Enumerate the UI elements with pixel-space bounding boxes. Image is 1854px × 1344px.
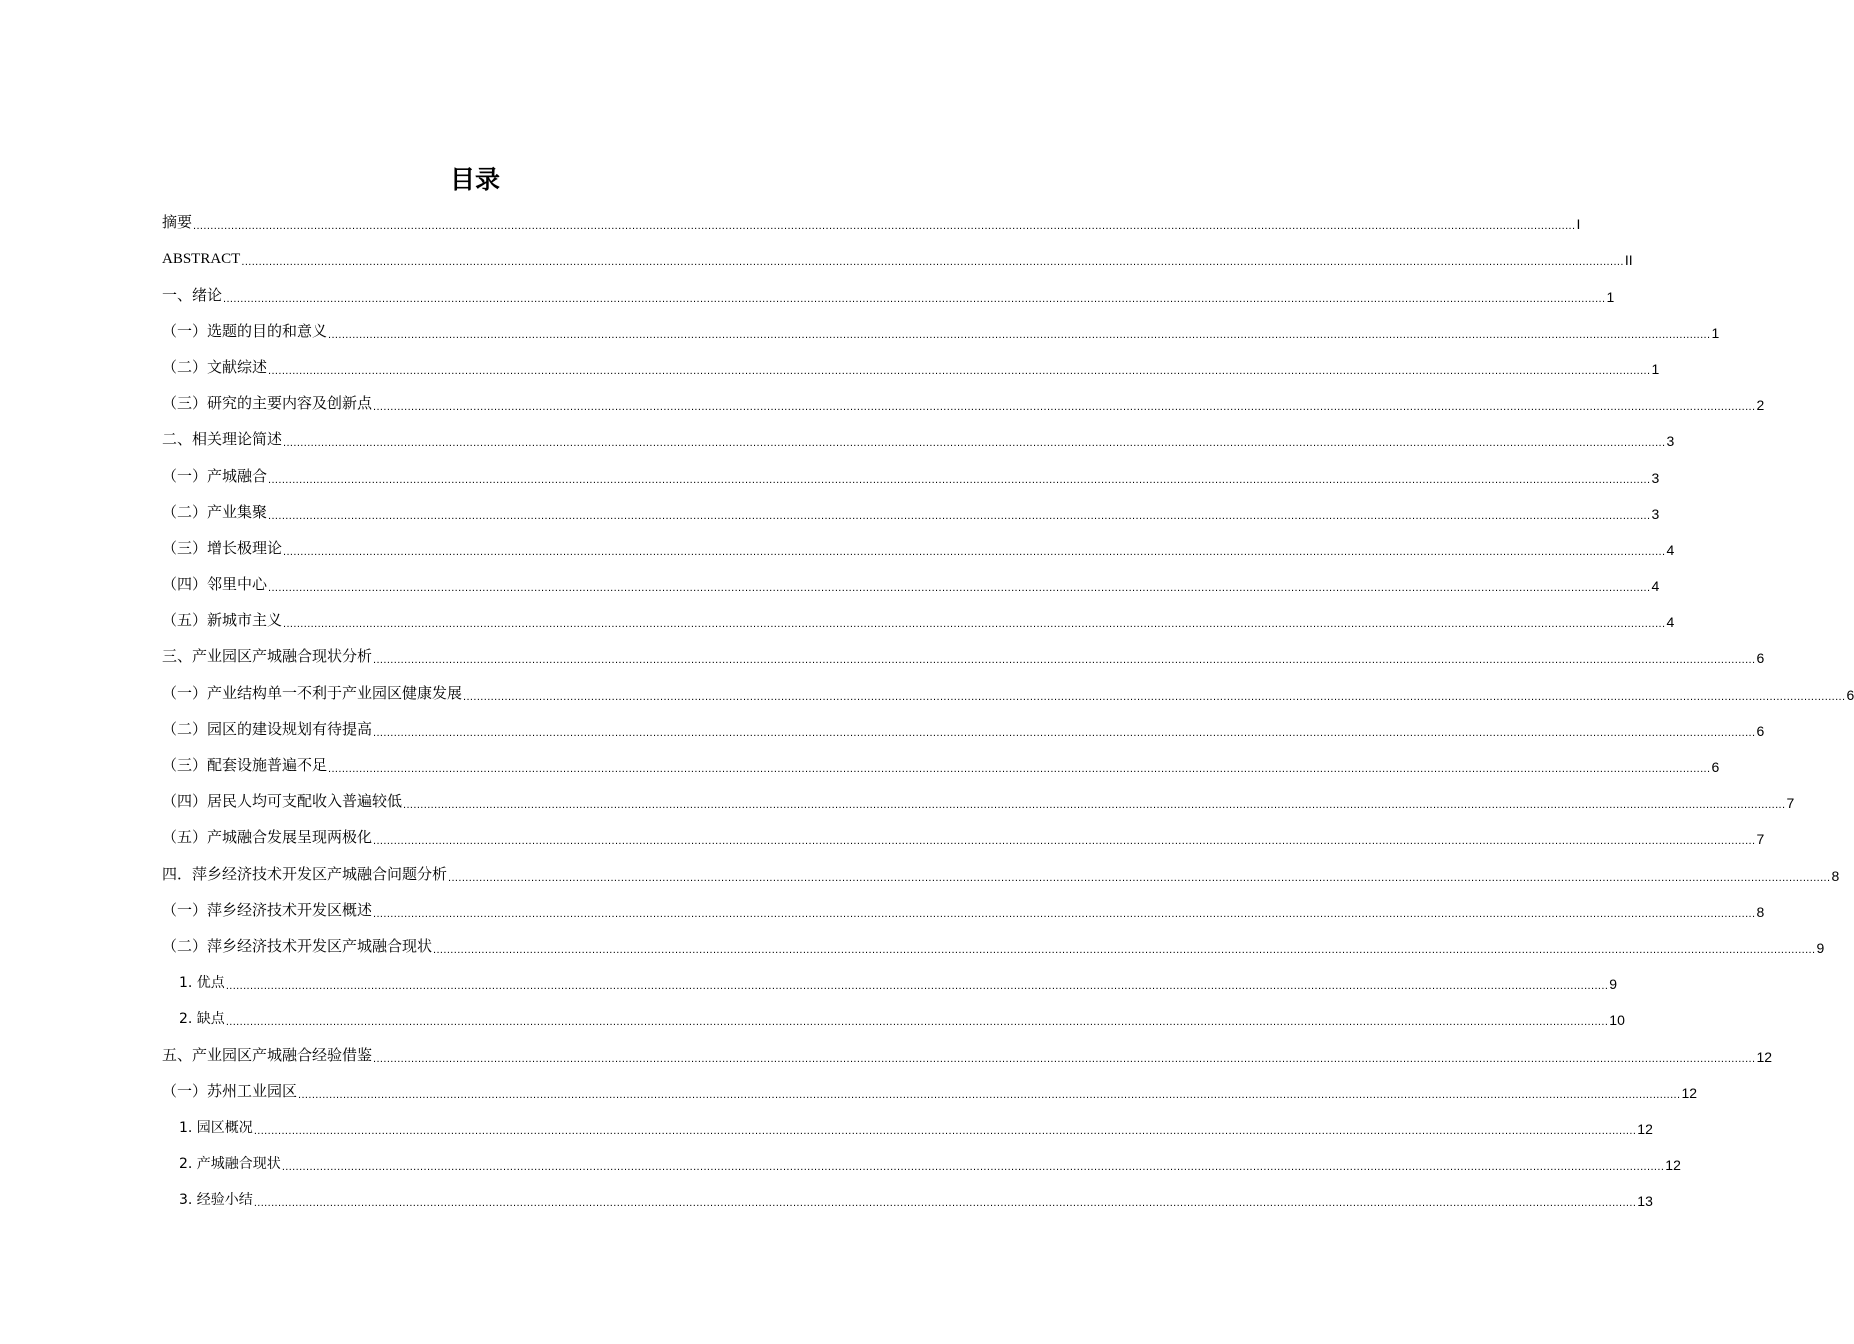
toc-entry[interactable] (162, 455, 1660, 491)
toc-entry-page: 1 (1711, 324, 1720, 341)
toc-entry-page: 7 (1756, 831, 1765, 848)
leader-dots: ................................................................................................................................................................................................................................................................................................................................................................................................................ (268, 473, 1651, 486)
toc-entry-page: 12 (1665, 1157, 1681, 1174)
toc-entry-page: 6 (1756, 650, 1765, 667)
toc-entry[interactable] (162, 528, 1675, 564)
toc-entry-text: 三、产业园区产城融合现状分析 (162, 647, 373, 666)
toc-title: 目录 (449, 165, 500, 194)
toc-entry-text: （四）邻里中心 (162, 575, 268, 594)
leader-dots: ................................................................................................................................................................................................................................................................................................................................................................................................................ (373, 835, 1756, 848)
toc-entry[interactable] (162, 817, 1765, 853)
leader-dots: ................................................................................................................................................................................................................................................................................................................................................................................................................ (328, 328, 1711, 341)
toc-entry-text: （二）园区的建设规划有待提高 (162, 719, 373, 738)
leader-dots: ................................................................................................................................................................................................................................................................................................................................................................................................................ (373, 401, 1756, 414)
toc-entry-page: 3 (1666, 433, 1675, 450)
toc-entry[interactable] (162, 419, 1675, 455)
toc-entry-text: 四．萍乡经济技术开发区产城融合问题分析 (162, 864, 448, 883)
toc-entry-text: 一、绪论 (162, 285, 223, 304)
leader-dots: ................................................................................................................................................................................................................................................................................................................................................................................................................ (403, 799, 1786, 812)
toc-entry-page: 1 (1651, 360, 1660, 377)
toc-entry-page: 7 (1786, 795, 1795, 812)
toc-entry-text: （一）产城融合 (162, 466, 268, 485)
toc-entry-text: （二）产业集聚 (162, 502, 268, 521)
toc-entry-page: 8 (1831, 867, 1840, 884)
toc-entry-page: 6 (1711, 759, 1720, 775)
toc-entry-text: （三）配套设施普遍不足 (162, 756, 328, 774)
leader-dots: ................................................................................................................................................................................................................................................................................................................................................................................................................ (225, 1016, 1609, 1029)
leader-dots: ................................................................................................................................................................................................................................................................................................................................................................................................................ (268, 509, 1651, 522)
toc-entry-text: （一）选题的目的和意义 (162, 321, 328, 340)
toc-entry[interactable] (162, 238, 1633, 274)
leader-dots: ................................................................................................................................................................................................................................................................................................................................................................................................................ (463, 690, 1846, 703)
leader-dots: ................................................................................................................................................................................................................................................................................................................................................................................................................ (373, 1052, 1756, 1065)
toc-entry-text: 1. 优点 (179, 975, 225, 992)
toc-list (162, 202, 1854, 1215)
toc-entry-page: 2 (1756, 397, 1765, 414)
toc-entry[interactable] (162, 781, 1795, 817)
leader-dots: ................................................................................................................................................................................................................................................................................................................................................................................................................ (268, 364, 1651, 377)
toc-entry-text: （五）产城融合发展呈现两极化 (162, 828, 373, 847)
toc-entry-page: 3 (1651, 505, 1660, 522)
toc-entry-text: （五）新城市主义 (162, 611, 283, 630)
toc-entry-text: （四）居民人均可支配收入普遍较低 (162, 792, 403, 811)
toc-entry-text: ABSTRACT (162, 251, 241, 268)
toc-entry[interactable] (162, 926, 1825, 962)
toc-entry-text: （一）萍乡经济技术开发区概述 (162, 900, 373, 919)
toc-entry-text: 摘要 (162, 213, 193, 232)
toc-entry[interactable] (162, 745, 1720, 781)
toc-entry-text: （一）产业结构单一不利于产业园区健康发展 (162, 683, 463, 702)
toc-entry[interactable] (162, 636, 1765, 672)
toc-entry-page: 6 (1756, 722, 1765, 739)
leader-dots: ................................................................................................................................................................................................................................................................................................................................................................................................................ (253, 1124, 1637, 1137)
toc-entry-page: 12 (1756, 1048, 1773, 1065)
toc-entry-page: 9 (1609, 976, 1618, 993)
leader-dots: ................................................................................................................................................................................................................................................................................................................................................................................................................ (223, 292, 1606, 305)
toc-entry[interactable] (162, 1034, 1773, 1070)
leader-dots: ................................................................................................................................................................................................................................................................................................................................................................................................................ (225, 980, 1609, 993)
toc-entry-text: 2. 产城融合现状 (179, 1156, 281, 1173)
toc-entry-page: 4 (1666, 614, 1675, 631)
toc-entry-text: （二）萍乡经济技术开发区产城融合现状 (162, 936, 433, 955)
toc-entry-page: 3 (1651, 469, 1660, 486)
leader-dots: ................................................................................................................................................................................................................................................................................................................................................................................................................ (283, 545, 1666, 558)
leader-dots: ................................................................................................................................................................................................................................................................................................................................................................................................................ (373, 726, 1756, 739)
toc-entry[interactable] (162, 998, 1625, 1034)
toc-entry-page: 4 (1666, 541, 1675, 558)
toc-entry[interactable] (162, 311, 1720, 347)
toc-entry[interactable] (162, 709, 1765, 745)
leader-dots: ................................................................................................................................................................................................................................................................................................................................................................................................................ (193, 220, 1576, 233)
toc-entry-page: 10 (1609, 1012, 1625, 1029)
leader-dots: ................................................................................................................................................................................................................................................................................................................................................................................................................ (433, 943, 1816, 956)
toc-entry-page: I (1576, 216, 1581, 233)
toc-entry[interactable] (162, 492, 1660, 528)
toc-entry[interactable] (162, 1071, 1698, 1107)
toc-entry-text: （一）苏州工业园区 (162, 1081, 298, 1100)
leader-dots: ................................................................................................................................................................................................................................................................................................................................................................................................................ (373, 907, 1756, 920)
toc-entry-page: 12 (1681, 1084, 1698, 1101)
toc-entry-text: 五、产业园区产城融合经验借鉴 (162, 1045, 373, 1064)
toc-entry[interactable] (162, 853, 1840, 889)
leader-dots: ................................................................................................................................................................................................................................................................................................................................................................................................................ (448, 871, 1831, 884)
toc-entry-page: 4 (1651, 578, 1660, 595)
leader-dots: ................................................................................................................................................................................................................................................................................................................................................................................................................ (283, 618, 1666, 631)
leader-dots: ................................................................................................................................................................................................................................................................................................................................................................................................................ (283, 437, 1666, 450)
toc-entry-text: 1. 园区概况 (179, 1119, 253, 1136)
toc-entry[interactable] (162, 202, 1581, 238)
toc-entry-page: 12 (1637, 1120, 1653, 1137)
toc-entry[interactable] (162, 1143, 1681, 1179)
toc-entry[interactable] (162, 1179, 1653, 1215)
toc-entry[interactable] (162, 672, 1854, 708)
leader-dots: ................................................................................................................................................................................................................................................................................................................................................................................................................ (373, 654, 1756, 667)
toc-entry-text: 2. 缺点 (179, 1011, 225, 1028)
toc-entry[interactable] (162, 383, 1765, 419)
toc-entry-page: 13 (1637, 1193, 1653, 1210)
toc-entry-page: 6 (1846, 686, 1854, 703)
leader-dots: ................................................................................................................................................................................................................................................................................................................................................................................................................ (241, 256, 1624, 269)
toc-entry[interactable] (162, 347, 1660, 383)
toc-entry-page: II (1624, 252, 1633, 269)
toc-entry-text: （三）增长极理论 (162, 538, 283, 557)
leader-dots: ................................................................................................................................................................................................................................................................................................................................................................................................................ (328, 763, 1711, 775)
leader-dots: ................................................................................................................................................................................................................................................................................................................................................................................................................ (268, 582, 1651, 595)
toc-entry-text: 3. 经验小结 (179, 1192, 253, 1209)
toc-entry[interactable] (162, 1107, 1653, 1143)
toc-entry-text: 二、相关理论简述 (162, 430, 283, 449)
leader-dots: ................................................................................................................................................................................................................................................................................................................................................................................................................ (253, 1197, 1637, 1210)
toc-entry-page: 8 (1756, 903, 1765, 920)
toc-entry[interactable] (162, 564, 1660, 600)
toc-entry-text: （二）文献综述 (162, 357, 268, 376)
leader-dots: ................................................................................................................................................................................................................................................................................................................................................................................................................ (298, 1088, 1681, 1101)
toc-entry-page: 1 (1606, 288, 1615, 305)
toc-entry[interactable] (162, 274, 1615, 310)
toc-entry-page: 9 (1816, 939, 1825, 956)
toc-entry[interactable] (162, 890, 1765, 926)
toc-entry[interactable] (162, 600, 1675, 636)
leader-dots: ................................................................................................................................................................................................................................................................................................................................................................................................................ (281, 1161, 1665, 1174)
toc-entry-text: （三）研究的主要内容及创新点 (162, 394, 373, 413)
toc-entry[interactable] (162, 962, 1618, 998)
